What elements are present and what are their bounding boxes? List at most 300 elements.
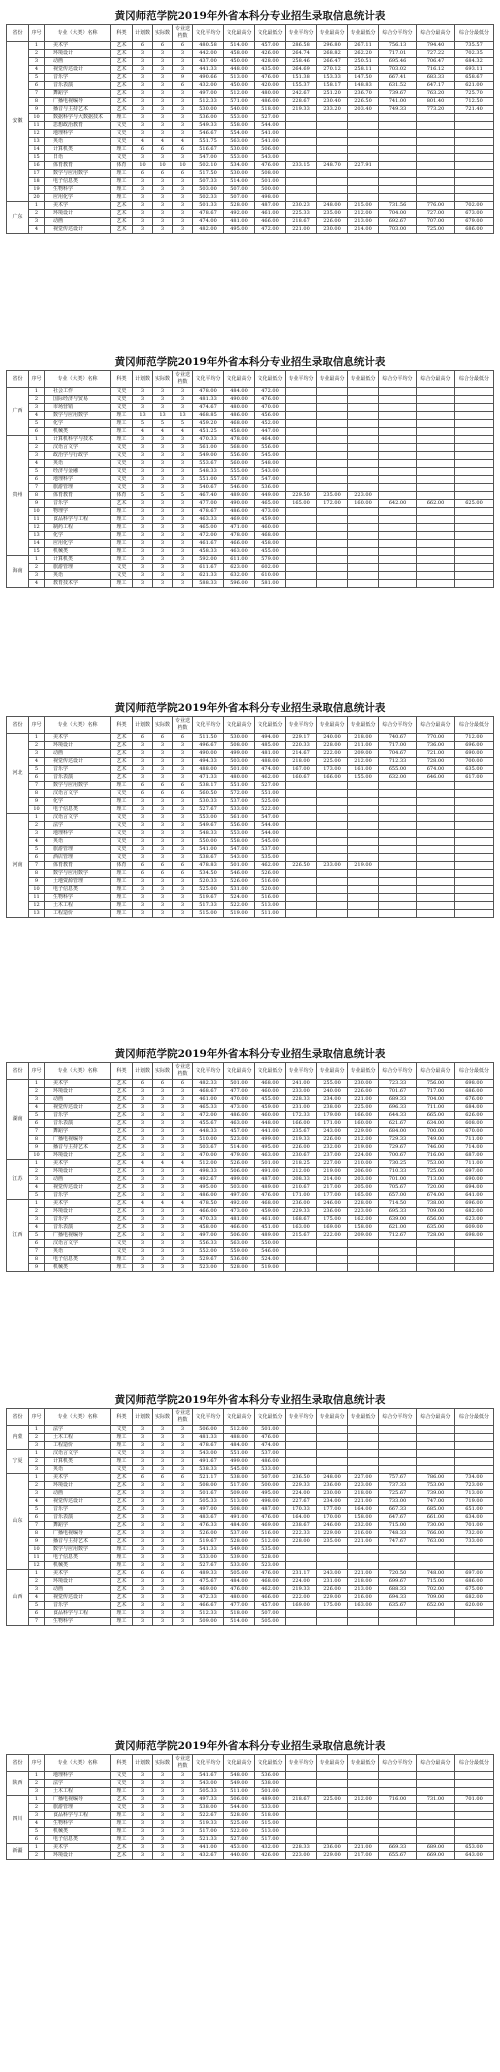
data-cell <box>417 1772 455 1780</box>
data-cell: 文史 <box>111 1772 133 1780</box>
data-cell: 225.00 <box>348 1104 379 1112</box>
data-cell <box>417 1618 455 1626</box>
data-cell: 205.00 <box>348 1184 379 1192</box>
data-cell: 3 <box>153 878 173 886</box>
table-row <box>7 1570 494 1578</box>
data-cell: 3 <box>29 1788 45 1796</box>
data-cell: 3 <box>29 1586 45 1594</box>
data-cell: 610.00 <box>255 572 286 580</box>
table-row <box>7 1152 494 1160</box>
table-row <box>7 1442 494 1450</box>
data-cell: 160.00 <box>348 500 379 508</box>
statistics-sheet <box>0 8 500 234</box>
data-cell <box>379 814 417 822</box>
data-cell: 222.00 <box>286 1594 317 1602</box>
data-cell <box>455 452 494 460</box>
column-header: 省份 <box>7 371 29 388</box>
data-cell <box>348 452 379 460</box>
data-cell: 理工 <box>111 870 133 878</box>
data-cell: 498.00 <box>255 1498 286 1506</box>
data-cell: 466.00 <box>224 540 255 548</box>
data-cell: 229.00 <box>317 1594 348 1602</box>
data-cell: 466.00 <box>224 1224 255 1232</box>
data-cell: 5 <box>29 846 45 854</box>
major-cell: 思想政治教育 <box>45 122 111 130</box>
data-cell: 548.00 <box>224 1772 255 1780</box>
data-cell <box>455 1466 494 1474</box>
data-cell: 理工 <box>111 806 133 814</box>
statistics-sheet <box>0 700 500 918</box>
data-cell: 6 <box>173 170 193 178</box>
data-cell: 文史 <box>111 854 133 862</box>
sheet-title: 黄冈师范学院2019年外省本科分专业招生录取信息统计表 <box>114 1394 386 1406</box>
major-cell: 广播电视编导 <box>45 1232 111 1240</box>
data-cell: 理工 <box>111 146 133 154</box>
data-cell: 527.00 <box>255 114 286 122</box>
province-cell: 海南 <box>7 556 29 588</box>
data-cell: 3 <box>153 484 173 492</box>
data-cell: 258.11 <box>348 66 379 74</box>
data-cell: 3 <box>133 806 153 814</box>
data-cell: 737.33 <box>379 1482 417 1490</box>
major-cell: 音乐学 <box>45 1602 111 1610</box>
table-row <box>7 564 494 572</box>
data-cell: 3 <box>153 1546 173 1554</box>
data-cell: 3 <box>133 1498 153 1506</box>
data-cell: 3 <box>153 1538 173 1546</box>
major-cell: 机械类 <box>45 1264 111 1272</box>
major-cell: 美术学 <box>45 1474 111 1482</box>
data-cell: 715.00 <box>379 1522 417 1530</box>
data-cell: 773.20 <box>417 106 455 114</box>
table-row <box>7 1466 494 1474</box>
data-cell <box>348 138 379 146</box>
column-header: 计划数 <box>133 371 153 388</box>
data-cell: 1 <box>29 1160 45 1168</box>
column-header: 专业平均分 <box>286 25 317 42</box>
data-cell <box>379 1442 417 1450</box>
data-cell <box>317 838 348 846</box>
table-row <box>7 1168 494 1176</box>
data-cell: 700.67 <box>379 1152 417 1160</box>
data-cell <box>286 1836 317 1844</box>
data-cell: 684.00 <box>379 1128 417 1136</box>
data-cell: 3 <box>133 838 153 846</box>
major-cell: 机械类 <box>45 548 111 556</box>
data-cell: 3 <box>173 90 193 98</box>
data-cell: 229.50 <box>286 492 317 500</box>
data-cell: 525.00 <box>193 886 224 894</box>
data-cell <box>455 508 494 516</box>
table-row <box>7 1184 494 1192</box>
data-cell: 3 <box>153 460 173 468</box>
data-cell: 463.00 <box>224 548 255 556</box>
data-cell <box>286 428 317 436</box>
data-cell: 3 <box>153 66 173 74</box>
data-cell: 9 <box>29 1538 45 1546</box>
data-cell: 3 <box>133 1796 153 1804</box>
table-row <box>7 1096 494 1104</box>
data-cell: 521.33 <box>193 1836 224 1844</box>
data-cell: 艺术 <box>111 1136 133 1144</box>
data-cell <box>417 1264 455 1272</box>
data-cell: 3 <box>173 1844 193 1852</box>
data-cell: 519.33 <box>193 1820 224 1828</box>
table-row <box>7 1852 494 1860</box>
data-cell: 3 <box>153 532 173 540</box>
data-cell: 631.52 <box>379 82 417 90</box>
data-cell: 228.00 <box>317 742 348 750</box>
data-cell <box>317 130 348 138</box>
data-cell: 517.00 <box>193 1828 224 1836</box>
data-cell: 3 <box>153 1216 173 1224</box>
data-cell: 516.00 <box>255 878 286 886</box>
data-cell: 艺术 <box>111 1096 133 1104</box>
data-cell: 484.00 <box>224 1522 255 1530</box>
column-header: 综合分最低分 <box>455 1409 494 1426</box>
column-header: 专业平均分 <box>286 371 317 388</box>
table-row <box>7 42 494 50</box>
data-cell: 179.00 <box>317 1112 348 1120</box>
data-cell: 714.00 <box>455 1144 494 1152</box>
data-cell: 748.33 <box>379 1530 417 1538</box>
data-cell: 8 <box>29 1136 45 1144</box>
data-cell: 498.33 <box>193 1168 224 1176</box>
data-cell: 4 <box>29 1104 45 1112</box>
data-cell: 3 <box>153 178 173 186</box>
data-cell <box>417 170 455 178</box>
data-cell: 3 <box>153 1088 173 1096</box>
data-cell: 164.00 <box>286 1514 317 1522</box>
table-row <box>7 1240 494 1248</box>
data-cell: 471.00 <box>224 524 255 532</box>
data-cell <box>317 154 348 162</box>
table-row <box>7 782 494 790</box>
data-cell: 625.00 <box>455 500 494 508</box>
data-cell <box>286 870 317 878</box>
data-cell: 717.00 <box>417 1088 455 1096</box>
column-header: 专业（大类）名称 <box>45 717 111 734</box>
data-cell: 468.00 <box>255 532 286 540</box>
data-cell: 3 <box>133 1208 153 1216</box>
table-row <box>7 572 494 580</box>
major-cell: 环境设计 <box>45 210 111 218</box>
data-cell: 498.00 <box>255 194 286 202</box>
data-cell: 3 <box>133 532 153 540</box>
major-cell: 动画 <box>45 1176 111 1184</box>
data-cell: 理工 <box>111 524 133 532</box>
data-cell: 527.67 <box>193 806 224 814</box>
data-cell <box>417 428 455 436</box>
data-cell: 499.00 <box>224 1176 255 1184</box>
data-cell <box>455 1450 494 1458</box>
data-cell: 229.00 <box>317 1530 348 1538</box>
data-cell: 艺术 <box>111 1168 133 1176</box>
table-row <box>7 500 494 508</box>
table-row <box>7 540 494 548</box>
data-cell: 480.00 <box>255 90 286 98</box>
data-cell <box>317 508 348 516</box>
data-cell: 1 <box>29 1080 45 1088</box>
data-cell <box>286 1820 317 1828</box>
column-header: 序号 <box>29 1063 45 1080</box>
data-cell: 6 <box>173 790 193 798</box>
data-cell <box>348 388 379 396</box>
data-cell: 3 <box>173 564 193 572</box>
data-cell: 162.00 <box>348 1216 379 1224</box>
major-cell: 舞蹈学 <box>45 1128 111 1136</box>
data-cell <box>455 146 494 154</box>
data-cell <box>379 910 417 918</box>
data-cell: 3 <box>133 1804 153 1812</box>
data-cell: 505.33 <box>193 1498 224 1506</box>
data-cell <box>455 1788 494 1796</box>
data-cell: 497.33 <box>193 1796 224 1804</box>
data-cell: 453.00 <box>224 1844 255 1852</box>
column-header: 综合分平均分 <box>379 717 417 734</box>
data-cell <box>417 154 455 162</box>
table-row <box>7 750 494 758</box>
data-cell: 497.00 <box>193 1232 224 1240</box>
data-cell: 6 <box>153 1080 173 1088</box>
data-cell: 169.00 <box>286 1602 317 1610</box>
data-cell <box>317 114 348 122</box>
data-cell <box>417 452 455 460</box>
data-cell <box>286 460 317 468</box>
data-cell: 3 <box>173 1530 193 1538</box>
data-cell: 728.00 <box>417 1232 455 1240</box>
data-cell: 3 <box>133 1128 153 1136</box>
data-cell: 3 <box>133 1192 153 1200</box>
data-cell: 227.00 <box>317 1160 348 1168</box>
province-cell: 广西 <box>7 388 29 436</box>
data-cell: 3 <box>153 1780 173 1788</box>
data-cell: 228.33 <box>286 1096 317 1104</box>
data-cell: 491.00 <box>255 1168 286 1176</box>
data-cell: 3 <box>133 564 153 572</box>
data-cell: 711.00 <box>455 1136 494 1144</box>
data-cell: 理工 <box>111 508 133 516</box>
data-cell: 739.00 <box>417 1490 455 1498</box>
data-cell: 文史 <box>111 396 133 404</box>
data-cell: 艺术 <box>111 1184 133 1192</box>
data-cell: 517.33 <box>193 902 224 910</box>
data-cell: 3 <box>133 798 153 806</box>
data-cell: 艺术 <box>111 1192 133 1200</box>
data-cell: 476.33 <box>193 1522 224 1530</box>
data-cell: 694.00 <box>455 1184 494 1192</box>
data-cell: 3 <box>173 830 193 838</box>
data-cell: 455.67 <box>193 1120 224 1128</box>
data-cell: 3 <box>133 886 153 894</box>
data-cell: 艺术 <box>111 1594 133 1602</box>
data-cell: 539.00 <box>224 1554 255 1562</box>
data-cell: 219.33 <box>286 1586 317 1594</box>
data-cell: 546.67 <box>193 130 224 138</box>
table-row <box>7 870 494 878</box>
data-cell: 700.00 <box>455 758 494 766</box>
data-cell <box>417 902 455 910</box>
data-cell: 547.00 <box>224 846 255 854</box>
data-cell <box>348 1812 379 1820</box>
data-cell: 698.00 <box>455 1232 494 1240</box>
data-cell: 653.00 <box>455 1844 494 1852</box>
data-cell: 3 <box>173 1192 193 1200</box>
data-cell <box>455 1610 494 1618</box>
data-cell <box>317 1804 348 1812</box>
major-cell: 生物科学 <box>45 894 111 902</box>
data-cell: 460.00 <box>255 1088 286 1096</box>
data-cell: 712.67 <box>379 1232 417 1240</box>
data-cell: 3 <box>133 1088 153 1096</box>
data-cell: 229.00 <box>317 1852 348 1860</box>
major-cell: 社会工作 <box>45 388 111 396</box>
data-cell: 231.17 <box>286 1570 317 1578</box>
data-cell: 517.50 <box>193 170 224 178</box>
data-cell: 11 <box>29 894 45 902</box>
data-cell: 437.00 <box>193 58 224 66</box>
table-row <box>7 476 494 484</box>
column-header: 专业最高分 <box>317 717 348 734</box>
data-cell: 3 <box>133 1104 153 1112</box>
data-cell <box>455 806 494 814</box>
data-cell: 3 <box>173 500 193 508</box>
data-cell <box>317 1780 348 1788</box>
data-cell: 503.00 <box>224 1184 255 1192</box>
data-cell <box>455 886 494 894</box>
data-cell: 608.00 <box>455 1120 494 1128</box>
data-cell: 206.00 <box>348 1168 379 1176</box>
data-cell: 3 <box>153 1490 173 1498</box>
data-cell <box>379 146 417 154</box>
data-cell <box>348 870 379 878</box>
data-cell <box>348 114 379 122</box>
data-cell: 686.00 <box>455 226 494 234</box>
data-cell: 9 <box>29 1144 45 1152</box>
data-cell <box>417 396 455 404</box>
data-cell: 2 <box>29 1578 45 1586</box>
data-cell: 6 <box>29 1120 45 1128</box>
data-cell: 218.67 <box>286 218 317 226</box>
data-cell: 538.17 <box>193 782 224 790</box>
data-cell: 3 <box>153 452 173 460</box>
data-cell <box>348 170 379 178</box>
data-cell: 3 <box>133 58 153 66</box>
data-cell: 165.00 <box>348 1192 379 1200</box>
data-cell: 705.67 <box>379 1184 417 1192</box>
data-cell: 635.00 <box>455 766 494 774</box>
data-cell: 艺术 <box>111 1538 133 1546</box>
data-cell: 文史 <box>111 388 133 396</box>
data-cell: 3 <box>133 1812 153 1820</box>
data-cell <box>379 396 417 404</box>
data-cell: 3 <box>173 1586 193 1594</box>
table-row <box>7 1088 494 1096</box>
data-cell: 17 <box>29 170 45 178</box>
data-cell: 561.00 <box>224 814 255 822</box>
data-cell: 3 <box>153 468 173 476</box>
data-cell: 艺术 <box>111 1216 133 1224</box>
data-cell <box>348 790 379 798</box>
data-cell: 4 <box>29 1224 45 1232</box>
data-cell: 3 <box>153 1820 173 1828</box>
data-cell: 552.00 <box>193 1248 224 1256</box>
data-cell <box>379 476 417 484</box>
data-cell: 704.67 <box>379 750 417 758</box>
data-cell: 216.00 <box>348 1594 379 1602</box>
data-cell <box>379 894 417 902</box>
data-cell: 472.00 <box>255 226 286 234</box>
data-cell: 3 <box>133 1772 153 1780</box>
data-cell: 理工 <box>111 1820 133 1828</box>
data-cell <box>317 878 348 886</box>
data-cell <box>417 1610 455 1618</box>
data-cell: 514.00 <box>224 178 255 186</box>
data-cell <box>455 902 494 910</box>
data-cell: 3 <box>29 1216 45 1224</box>
data-cell <box>417 854 455 862</box>
data-cell <box>455 516 494 524</box>
major-cell: 体育教育 <box>45 862 111 870</box>
data-cell: 611.00 <box>224 556 255 564</box>
table-row <box>7 790 494 798</box>
data-cell: 458.00 <box>255 540 286 548</box>
data-cell: 735.57 <box>455 42 494 50</box>
data-cell: 3 <box>133 1578 153 1586</box>
data-cell <box>286 1562 317 1570</box>
data-cell: 507.00 <box>255 1610 286 1618</box>
data-cell <box>317 1812 348 1820</box>
data-cell: 540.67 <box>193 484 224 492</box>
data-cell <box>417 1248 455 1256</box>
data-cell: 230.40 <box>317 98 348 106</box>
data-cell: 5 <box>173 492 193 500</box>
data-cell: 3 <box>153 476 173 484</box>
data-cell: 511.50 <box>193 734 224 742</box>
data-cell: 161.00 <box>348 766 379 774</box>
data-cell: 文史 <box>111 444 133 452</box>
data-cell <box>317 870 348 878</box>
major-cell: 英语 <box>45 1466 111 1474</box>
data-cell <box>286 476 317 484</box>
data-cell: 3 <box>133 396 153 404</box>
data-cell: 3 <box>133 218 153 226</box>
data-cell: 225.33 <box>286 210 317 218</box>
data-cell: 741.00 <box>379 98 417 106</box>
table-row <box>7 798 494 806</box>
data-cell: 572.00 <box>224 790 255 798</box>
data-cell: 6 <box>153 146 173 154</box>
data-cell <box>286 798 317 806</box>
data-cell: 3 <box>173 50 193 58</box>
data-cell: 286.58 <box>286 42 317 50</box>
table-row <box>7 1256 494 1264</box>
data-cell: 694.33 <box>379 1594 417 1602</box>
sheet-title: 黄冈师范学院2019年外省本科分专业招生录取信息统计表 <box>114 356 386 368</box>
data-cell <box>379 1618 417 1626</box>
data-cell: 3 <box>173 210 193 218</box>
data-cell: 579.00 <box>255 556 286 564</box>
data-cell: 468.85 <box>193 412 224 420</box>
data-cell: 3 <box>173 1482 193 1490</box>
data-cell: 3 <box>153 814 173 822</box>
data-cell: 519.67 <box>193 1538 224 1546</box>
data-cell: 478.67 <box>193 508 224 516</box>
data-cell <box>348 1450 379 1458</box>
major-cell: 环境设计 <box>45 1168 111 1176</box>
data-cell: 3 <box>133 1144 153 1152</box>
data-cell: 3 <box>153 894 173 902</box>
